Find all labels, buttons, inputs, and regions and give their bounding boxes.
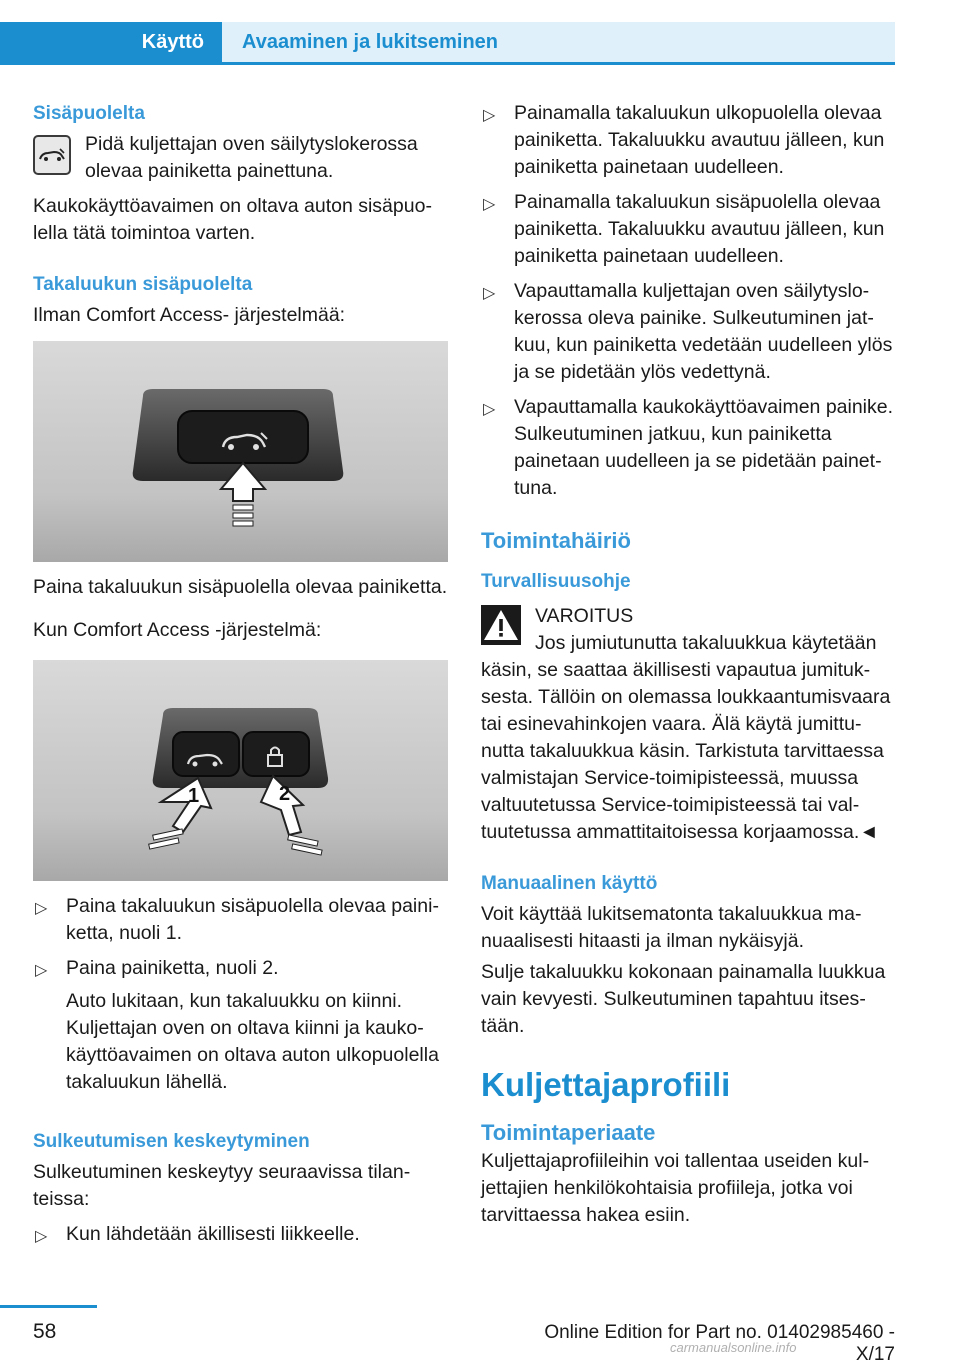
trunk-button-instruction: [33, 131, 448, 185]
icon-instruction-text: Pidä kuljettajan oven säilytyslokerossa olevaa painiketta painettuna.: [85, 133, 418, 182]
list-item-note: Auto lukitaan, kun takaluukku on kiinni. Kuljettajan oven on oltava kiinni ja kaukokäyttöavaimen on oltava auton ulkopuolella takaluukun lähellä.: [66, 990, 439, 1093]
arrow-label-2: 2: [279, 783, 291, 805]
heading-kuljettajaprofiili: Kuljettajaprofiili: [481, 1066, 731, 1103]
list-comfort-access: [33, 893, 448, 1096]
page-number: 58: [33, 1320, 57, 1343]
photo-trunk-buttons-double: [33, 660, 448, 881]
paragraph-with-comfort-access: Kun Comfort Access -järjestelmä:: [33, 619, 322, 641]
heading-sisapuolelta: Sisäpuolelta: [33, 103, 145, 124]
paragraph-interruption: Sulkeutuminen keskeytyy seuraavissa tilanteissa:: [33, 1161, 411, 1210]
heading-manuaalinen-kaytto: Manuaalinen käyttö: [481, 873, 658, 894]
heading-turvallisuusohje: Turvallisuusohje: [481, 571, 631, 592]
list-item: ▷ Vapauttamalla kuljettajan oven säilytyslokerossa oleva painike. Sulkeutuminen jatkuu, kun painiketta vedetään uudelleen ylös ja se pidetään ylös vedettynä.: [483, 280, 893, 383]
page-header: [0, 0, 960, 66]
warning-title: VAROITUS: [535, 605, 634, 627]
list-item: ▷ Kun lähdetään äkillisesti liikkeelle.: [35, 1223, 360, 1245]
paragraph-manual-2: Sulje takaluukku kokonaan painamalla luukkua vain kevyesti. Sulkeutuminen tapahtuu itsestään.: [481, 961, 886, 1037]
list-item: ▷ Painamalla takaluukun ulkopuolella olevaa painiketta. Takaluukku avautuu jälleen, kun painiketta painetaan uudelleen.: [483, 102, 885, 178]
list-interruption: [33, 1221, 448, 1248]
list-item: ▷ Paina takaluukun sisäpuolella olevaa painiketta, nuoli 1.: [35, 895, 439, 944]
heading-sulkeutumisen-keskeytyminen: Sulkeutumisen keskeytyminen: [33, 1131, 310, 1152]
heading-takaluukun-sisapuolelta: Takaluukun sisäpuolelta: [33, 274, 253, 295]
warning-text: käsin, se saattaa äkillisesti vapautua jumituksesta. Tällöin on olemassa loukkaantumisvaara tai esinevahinkojen vaara. Älä käytä jumittunutta takaluukkua käsin. Tarkistuta tarvittaessa valmistajan Service-toimipisteessä, muussa valtuutetussa Service-toimipisteessä tai valtuutetussa ammattitaitoisessa korjaamossa.◄: [481, 659, 891, 843]
header-divider: [0, 62, 895, 65]
section-tab: Käyttö: [0, 22, 222, 62]
list-item: ▷ Painamalla takaluukun sisäpuolella olevaa painiketta. Takaluukku avautuu jälleen, kun painiketta painetaan uudelleen.: [483, 191, 885, 267]
chapter-tab: Avaaminen ja lukitseminen: [222, 22, 895, 62]
heading-toimintaperiaate: Toimintaperiaate: [481, 1120, 656, 1145]
footer-divider: [0, 1305, 97, 1308]
paragraph-profile: Kuljettajaprofiileihin voi tallentaa useiden kuljettajien henkilökohtaisia profiileja, jotka voi tarvittaessa hakea esiin.: [481, 1150, 870, 1226]
watermark: carmanualsonline.info: [670, 1340, 797, 1355]
list-item: ▷ Vapauttamalla kaukokäyttöavaimen painike. Sulkeutuminen jatkuu, kun painiketta painetaan uudelleen ja se pidetään painettuna.: [483, 396, 894, 499]
arrow-label-1: 1: [188, 785, 200, 807]
paragraph-press-button: Paina takaluukun sisäpuolella olevaa painiketta.: [33, 576, 448, 598]
heading-toimintahairio: Toimintahäiriö: [481, 528, 631, 553]
warning-triangle-icon: [481, 605, 521, 645]
paragraph-manual-1: Voit käyttää lukitsematonta takaluukkua manuaalisesti hitaasti ja ilman nykäisyjä.: [481, 903, 862, 952]
trunk-button-icon: [33, 135, 71, 175]
list-interruption-continued: [481, 100, 896, 502]
paragraph-remote-key: Kaukokäyttöavaimen on oltava auton sisäpuolella tätä toimintoa varten.: [33, 195, 432, 244]
photo-trunk-button-single: [33, 341, 448, 562]
warning-block: [481, 603, 896, 657]
left-column: [33, 100, 448, 1256]
list-item: ▷ Paina painiketta, nuoli 2. Auto lukitaan, kun takaluukku on kiinni. Kuljettajan oven on oltava kiinni ja kaukokäyttöavaimen on oltava auton ulkopuolella takaluukun lähellä.: [33, 955, 448, 1096]
right-column: [481, 100, 896, 1229]
edition-text: Online Edition for Part no. 01402985460 - X/17: [544, 1322, 895, 1362]
paragraph-without-comfort-access: Ilman Comfort Access- järjestelmää:: [33, 304, 346, 326]
warning-text-line1: Jos jumiutunutta takaluukkua käytetään: [535, 632, 877, 654]
